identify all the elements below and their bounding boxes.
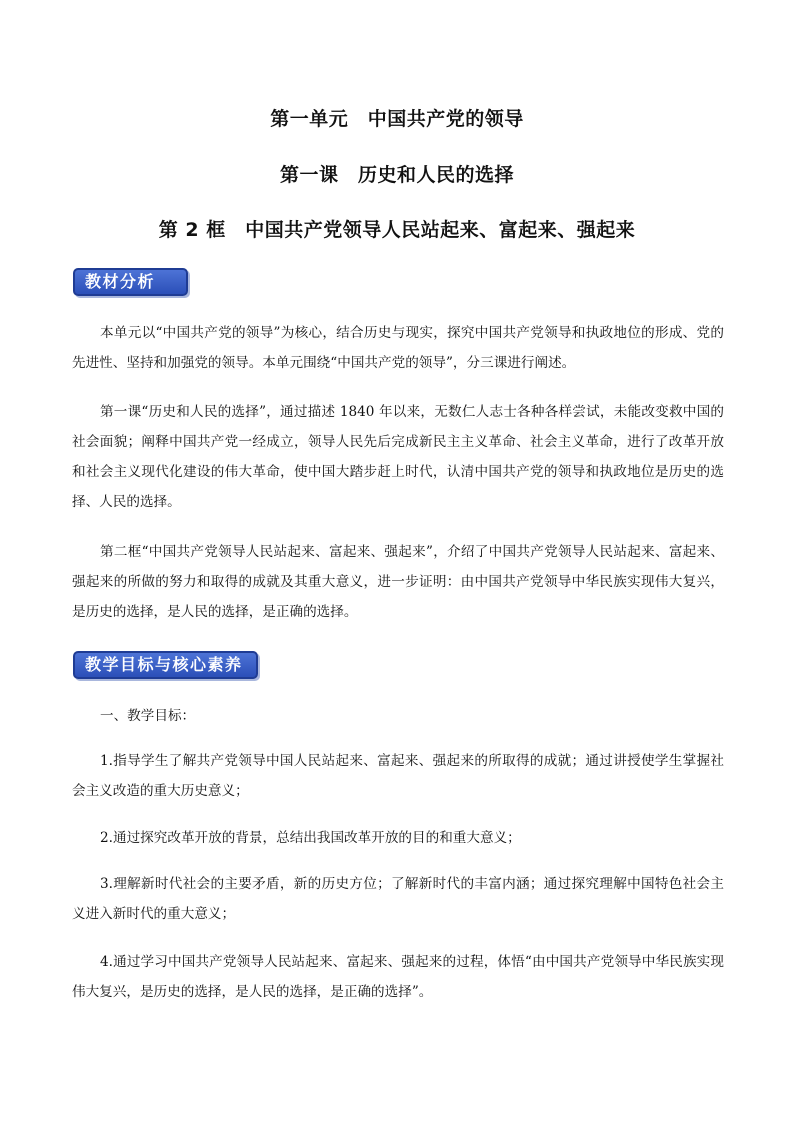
goal-item: 1.指导学生了解共产党领导中国人民站起来、富起来、强起来的所取得的成就；通过讲授使学生掌握社会主义改造的重大历史意义； [72,753,724,799]
goal-item: 2.通过探究改革开放的背景，总结出我国改革开放的目的和重大意义； [100,830,521,846]
analysis-paragraph: 本单元以“中国共产党的领导”为核心，结合历史与现实，探究中国共产党领导和执政地位的形成、党的先进性、坚持和加强党的领导。本单元围绕“中国共产党的领导”，分三课进行阐述。 [72,325,724,371]
section-label-goals: 教学目标与核心素养 [73,651,258,679]
goal-item: 4.通过学习中国共产党领导人民站起来、富起来、强起来的过程，体悟“由中国共产党领导中华民族实现伟大复兴，是历史的选择，是人民的选择，是正确的选择”。 [72,954,724,1000]
analysis-paragraph: 第二框“中国共产党领导人民站起来、富起来、强起来”，介绍了中国共产党领导人民站起来、富起来、强起来的所做的努力和取得的成就及其重大意义，进一步证明：由中国共产党领导中华民族实现伟大复兴，是历史的选择，是人民的选择，是正确的选择。 [72,544,724,620]
goal-item: 3.理解新时代社会的主要矛盾，新的历史方位；了解新时代的丰富内涵；通过探究理解中国特色社会主义进入新时代的重大意义； [72,876,724,922]
frame-title: 第 2 框 中国共产党领导人民站起来、富起来、强起来 [158,219,636,241]
goals-heading: 一、教学目标： [100,708,196,724]
unit-title: 第一单元 中国共产党的领导 [270,108,524,130]
lesson-title: 第一课 历史和人民的选择 [279,164,514,186]
section-label-analysis: 教材分析 [73,268,188,296]
analysis-paragraph: 第一课“历史和人民的选择”，通过描述 1840 年以来，无数仁人志士各种各样尝试，未能改变救中国的社会面貌；阐释中国共产党一经成立，领导人民先后完成新民主主义革命、社会主义革命，进行了改革开放和社会主义现代化建设的伟大革命，使中国大踏步赶上时代，认清中国共产党的领导和执政地位是历史的选择、人民的选择。 [72,404,724,510]
